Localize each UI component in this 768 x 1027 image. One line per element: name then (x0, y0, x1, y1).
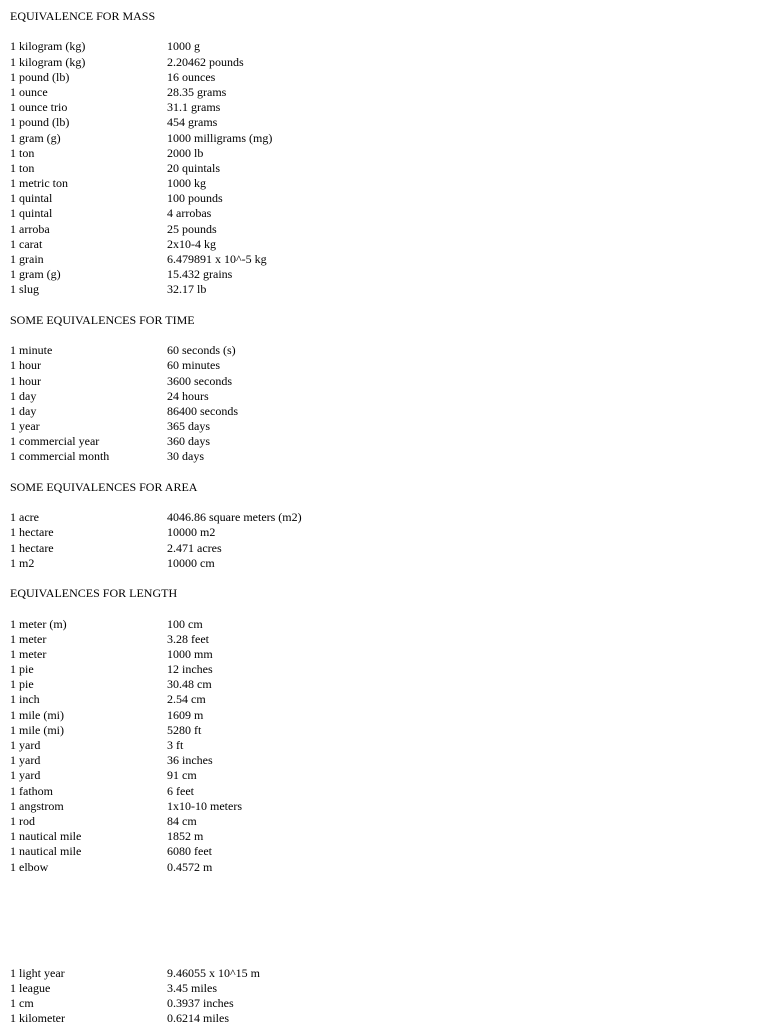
equivalence-value: 1000 mm (167, 646, 213, 661)
unit-label: 1 nautical mile (10, 829, 82, 844)
unit-label: 1 year (10, 419, 40, 434)
table-row (10, 252, 750, 267)
equivalence-value: 0.3937 inches (167, 996, 234, 1011)
unit-label: 1 slug (10, 282, 40, 297)
area-table (10, 510, 750, 571)
equivalence-value: 454 grams (167, 115, 218, 130)
unit-label: 1 hectare (10, 525, 54, 540)
equivalence-value: 4 arrobas (167, 206, 212, 221)
table-row (10, 115, 750, 130)
unit-label: 1 inch (10, 692, 40, 707)
equivalence-value: 1609 m (167, 707, 204, 722)
equivalence-value: 31.1 grams (167, 100, 221, 115)
equivalence-value: 2.20462 pounds (167, 54, 244, 69)
table-row (10, 814, 750, 829)
equivalence-value: 0.6214 miles (167, 1011, 229, 1026)
unit-label: 1 meter (m) (10, 616, 67, 631)
equivalence-value: 36 inches (167, 753, 213, 768)
section-title-length: EQUIVALENCES FOR LENGTH (10, 586, 178, 601)
equivalence-value: 30.48 cm (167, 677, 212, 692)
unit-label: 1 pound (lb) (10, 69, 70, 84)
table-row (10, 996, 750, 1011)
equivalence-value: 32.17 lb (167, 282, 207, 297)
unit-label: 1 commercial year (10, 434, 100, 449)
equivalence-value: 1000 milligrams (mg) (167, 130, 273, 145)
unit-label: 1 pie (10, 677, 34, 692)
unit-label: 1 light year (10, 965, 65, 980)
equivalence-value: 360 days (167, 434, 210, 449)
table-row (10, 860, 750, 875)
table-row (10, 799, 750, 814)
equivalence-value: 12 inches (167, 662, 213, 677)
document (10, 9, 750, 1027)
unit-label: 1 gram (g) (10, 130, 61, 145)
equivalence-value: 6.479891 x 10^-5 kg (167, 252, 267, 266)
equivalence-value: 4046.86 square meters (m2) (167, 510, 302, 525)
unit-label: 1 mile (mi) (10, 707, 64, 722)
table-row (10, 146, 750, 161)
table-row (10, 662, 750, 677)
equivalence-value: 1x10-10 meters (167, 798, 242, 813)
unit-label: 1 hour (10, 358, 41, 373)
unit-label: 1 pound (lb) (10, 115, 70, 130)
table-row (10, 404, 750, 419)
spacer (10, 601, 750, 616)
unit-label: 1 kilometer (10, 1011, 65, 1026)
spacer (10, 495, 750, 510)
table-row (10, 632, 750, 647)
unit-label: 1 nautical mile (10, 844, 82, 859)
table-row (10, 981, 750, 996)
table-row (10, 237, 750, 252)
table-row (10, 85, 750, 100)
unit-label: 1 quintal (10, 191, 53, 206)
time-table (10, 343, 750, 465)
equivalence-value: 20 quintals (167, 160, 220, 175)
unit-label: 1 kilogram (kg) (10, 39, 86, 54)
equivalence-value: 60 minutes (167, 358, 220, 373)
equivalence-value: 3.28 feet (167, 631, 209, 646)
unit-label: 1 day (10, 403, 37, 418)
table-row (10, 617, 750, 632)
equivalence-value: 60 seconds (s) (167, 343, 236, 358)
table-row (10, 161, 750, 176)
table-row (10, 419, 750, 434)
section-title-mass: EQUIVALENCE FOR MASS (10, 9, 156, 23)
equivalence-value: 2000 lb (167, 145, 204, 160)
table-row (10, 358, 750, 373)
table-row (10, 191, 750, 206)
unit-label: 1 rod (10, 813, 35, 828)
unit-label: 1 hectare (10, 540, 54, 555)
table-row (10, 541, 750, 556)
equivalence-value: 25 pounds (167, 221, 217, 236)
unit-label: 1 day (10, 388, 37, 403)
unit-label: 1 minute (10, 343, 53, 358)
table-row (10, 434, 750, 449)
unit-label: 1 fathom (10, 783, 53, 798)
unit-label: 1 metric ton (10, 176, 68, 191)
unit-label: 1 angstrom (10, 798, 64, 813)
table-row (10, 692, 750, 707)
length-table (10, 617, 750, 875)
equivalence-value: 5280 ft (167, 722, 202, 737)
table-row (10, 55, 750, 70)
table-row (10, 677, 750, 692)
unit-label: 1 yard (10, 753, 41, 768)
table-row (10, 1011, 750, 1026)
equivalence-value: 15.432 grains (167, 267, 233, 282)
table-row (10, 176, 750, 191)
equivalence-value: 100 pounds (167, 191, 223, 206)
equivalence-value: 24 hours (167, 388, 209, 403)
table-row (10, 525, 750, 540)
unit-label: 1 quintal (10, 206, 53, 221)
table-row (10, 784, 750, 799)
equivalence-value: 1000 g (167, 39, 200, 54)
equivalence-value: 6080 feet (167, 844, 212, 859)
table-row (10, 206, 750, 221)
unit-label: 1 cm (10, 996, 34, 1011)
unit-label: 1 acre (10, 510, 39, 525)
table-row (10, 100, 750, 115)
unit-label: 1 commercial month (10, 449, 110, 464)
equivalence-value: 86400 seconds (167, 403, 238, 418)
unit-label: 1 meter (10, 646, 47, 661)
table-row (10, 844, 750, 859)
length-table-continued (10, 966, 750, 1027)
unit-label: 1 ton (10, 160, 35, 175)
unit-label: 1 pie (10, 662, 34, 677)
table-row (10, 39, 750, 54)
spacer (10, 571, 750, 586)
table-row (10, 267, 750, 282)
unit-label: 1 ounce (10, 84, 48, 99)
equivalence-value: 84 cm (167, 813, 197, 828)
blank-area (10, 875, 750, 966)
unit-label: 1 grain (10, 252, 44, 266)
equivalence-value: 91 cm (167, 768, 197, 783)
equivalence-value: 0.4572 m (167, 859, 213, 874)
table-row (10, 282, 750, 297)
equivalence-value: 2x10-4 kg (167, 236, 216, 251)
unit-label: 1 m2 (10, 555, 35, 570)
equivalence-value: 9.46055 x 10^15 m (167, 965, 260, 980)
table-row (10, 222, 750, 237)
table-row (10, 647, 750, 662)
spacer (10, 328, 750, 343)
spacer (10, 465, 750, 480)
equivalence-value: 3600 seconds (167, 373, 232, 388)
unit-label: 1 mile (mi) (10, 722, 64, 737)
unit-label: 1 ounce trio (10, 100, 68, 115)
unit-label: 1 ton (10, 145, 35, 160)
table-row (10, 829, 750, 844)
equivalence-value: 6 feet (167, 783, 194, 798)
unit-label: 1 carat (10, 236, 43, 251)
table-row (10, 343, 750, 358)
equivalence-value: 100 cm (167, 616, 203, 631)
unit-label: 1 yard (10, 768, 41, 783)
unit-label: 1 hour (10, 373, 41, 388)
equivalence-value: 30 days (167, 449, 204, 464)
equivalence-value: 16 ounces (167, 69, 216, 84)
unit-label: 1 kilogram (kg) (10, 54, 86, 69)
unit-label: 1 elbow (10, 859, 49, 874)
equivalence-value: 1000 kg (167, 176, 206, 191)
unit-label: 1 gram (g) (10, 267, 61, 282)
table-row (10, 556, 750, 571)
equivalence-value: 365 days (167, 419, 210, 434)
table-row (10, 131, 750, 146)
equivalence-value: 3 ft (167, 738, 184, 752)
table-row (10, 389, 750, 404)
equivalence-value: 3.45 miles (167, 981, 217, 996)
equivalence-value: 10000 cm (167, 555, 215, 570)
unit-label: 1 arroba (10, 221, 50, 236)
unit-label: 1 yard (10, 738, 41, 752)
table-row (10, 753, 750, 768)
unit-label: 1 league (10, 981, 51, 996)
section-title-time: SOME EQUIVALENCES FOR TIME (10, 312, 195, 327)
table-row (10, 723, 750, 738)
table-row (10, 768, 750, 783)
table-row (10, 449, 750, 464)
table-row (10, 966, 750, 981)
table-row (10, 510, 750, 525)
section-title-area: SOME EQUIVALENCES FOR AREA (10, 479, 198, 494)
spacer (10, 24, 750, 39)
table-row (10, 738, 750, 753)
table-row (10, 70, 750, 85)
unit-label: 1 meter (10, 631, 47, 646)
mass-table (10, 39, 750, 297)
equivalence-value: 10000 m2 (167, 525, 216, 540)
table-row (10, 374, 750, 389)
equivalence-value: 2.471 acres (167, 540, 222, 555)
table-row (10, 708, 750, 723)
equivalence-value: 1852 m (167, 829, 204, 844)
equivalence-value: 2.54 cm (167, 692, 206, 707)
spacer (10, 298, 750, 313)
equivalence-value: 28.35 grams (167, 84, 227, 99)
